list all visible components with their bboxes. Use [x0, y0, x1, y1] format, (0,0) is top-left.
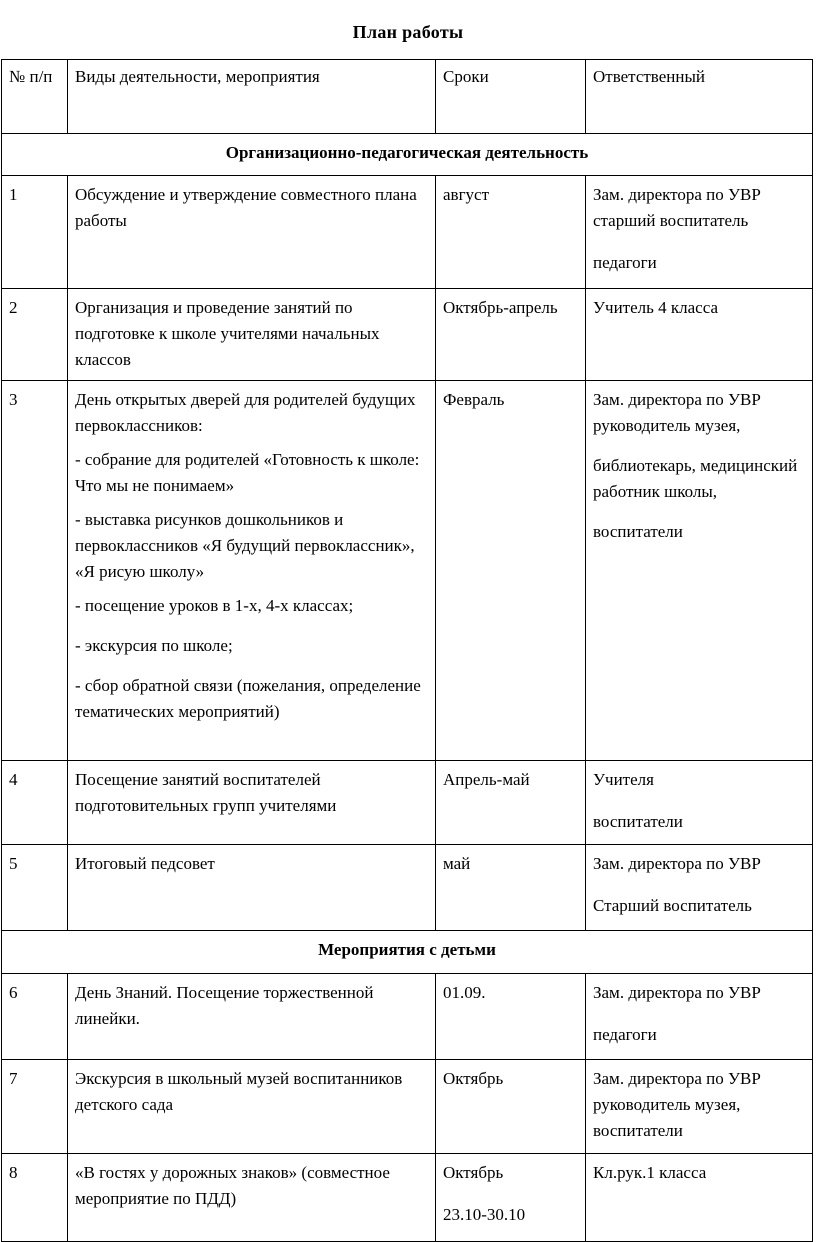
row-term	[436, 176, 586, 289]
section-row	[2, 931, 813, 974]
table-header-row	[2, 60, 813, 134]
row-number: 2	[2, 289, 68, 381]
activity-text: - экскурсия по школе;	[75, 636, 233, 655]
term-text: Октябрь-апрель	[443, 298, 558, 317]
row-responsible	[586, 974, 813, 1060]
responsible-text: библиотекарь, медицинский работник школы,	[593, 456, 798, 501]
responsible-text: Учителя	[593, 770, 654, 789]
row-term	[436, 845, 586, 931]
activity-text: - выставка рисунков дошкольников и первоклассников «Я будущий первоклассник», «Я рисую школу»	[75, 510, 415, 581]
activity-text: Обсуждение и утверждение совместного плана работы	[75, 185, 417, 230]
header-term: Сроки	[436, 60, 586, 134]
responsible-text: Зам. директора по УВР старший воспитатель	[593, 185, 761, 230]
responsible-text: Кл.рук.1 класса	[593, 1163, 707, 1182]
row-activity	[68, 289, 436, 381]
activity-text: «В гостях у дорожных знаков» (совместное мероприятие по ПДД)	[75, 1163, 390, 1208]
row-term	[436, 1060, 586, 1154]
activity-text: Итоговый педсовет	[75, 854, 215, 873]
responsible-text: воспитатели	[593, 812, 683, 831]
section-title-children-events: Мероприятия с детьми	[2, 931, 813, 974]
activity-text: День открытых дверей для родителей будущих первоклассников:	[75, 390, 416, 435]
row-responsible	[586, 1154, 813, 1242]
row-term	[436, 761, 586, 845]
row-responsible	[586, 1060, 813, 1154]
row-number: 4	[2, 761, 68, 845]
row-activity	[68, 1154, 436, 1242]
row-term	[436, 974, 586, 1060]
responsible-text: Учитель 4 класса	[593, 298, 719, 317]
work-plan-table	[1, 59, 813, 1242]
row-responsible	[586, 845, 813, 931]
header-activity: Виды деятельности, мероприятия	[68, 60, 436, 134]
table-row	[2, 974, 813, 1060]
section-title-organizational: Организационно-педагогическая деятельность	[2, 134, 813, 176]
page-title: План работы	[352, 22, 464, 42]
row-number: 3	[2, 381, 68, 761]
term-text: Апрель-май	[443, 770, 530, 789]
activity-text: Организация и проведение занятий по подготовке к школе учителями начальных классов	[75, 298, 380, 369]
responsible-text: Зам. директора по УВР руководитель музея,	[593, 390, 761, 435]
table-row	[2, 289, 813, 381]
responsible-text: педагоги	[593, 253, 657, 272]
activity-text: Посещение занятий воспитателей подготовительных групп учителями	[75, 770, 337, 815]
row-responsible	[586, 176, 813, 289]
table-row	[2, 1154, 813, 1242]
activity-text: - посещение уроков в 1-х, 4-х классах;	[75, 596, 354, 615]
table-row	[2, 381, 813, 761]
row-activity	[68, 845, 436, 931]
row-number: 8	[2, 1154, 68, 1242]
table-row	[2, 1060, 813, 1154]
responsible-text: Старший воспитатель	[593, 896, 752, 915]
activity-text: День Знаний. Посещение торжественной линейки.	[75, 983, 374, 1028]
row-responsible	[586, 381, 813, 761]
term-text: Октябрь	[443, 1069, 504, 1088]
header-number: № п/п	[2, 60, 68, 134]
responsible-text: Зам. директора по УВР	[593, 854, 761, 873]
row-term	[436, 381, 586, 761]
row-activity	[68, 974, 436, 1060]
term-text: 01.09.	[443, 983, 486, 1002]
header-responsible: Ответственный	[586, 60, 813, 134]
activity-text: - собрание для родителей «Готовность к школе: Что мы не понимаем»	[75, 450, 420, 495]
row-term	[436, 1154, 586, 1242]
row-number: 1	[2, 176, 68, 289]
row-activity	[68, 381, 436, 761]
row-responsible	[586, 761, 813, 845]
responsible-text: Зам. директора по УВР руководитель музея, воспитатели	[593, 1069, 761, 1140]
row-number: 5	[2, 845, 68, 931]
table-row	[2, 845, 813, 931]
row-activity	[68, 176, 436, 289]
row-responsible	[586, 289, 813, 381]
responsible-text: Зам. директора по УВР	[593, 983, 761, 1002]
row-activity	[68, 761, 436, 845]
term-text: 23.10-30.10	[443, 1205, 526, 1224]
row-number: 6	[2, 974, 68, 1060]
row-activity	[68, 1060, 436, 1154]
section-row	[2, 134, 813, 176]
table-row	[2, 176, 813, 289]
term-text: май	[443, 854, 471, 873]
activity-text: - сбор обратной связи (пожелания, определение тематических мероприятий)	[75, 676, 421, 721]
responsible-text: воспитатели	[593, 522, 683, 541]
term-text: август	[443, 185, 490, 204]
table-row	[2, 761, 813, 845]
responsible-text: педагоги	[593, 1025, 657, 1044]
term-text: Октябрь	[443, 1163, 504, 1182]
row-term	[436, 289, 586, 381]
term-text: Февраль	[443, 390, 505, 409]
row-number: 7	[2, 1060, 68, 1154]
activity-text: Экскурсия в школьный музей воспитанников детского сада	[75, 1069, 403, 1114]
